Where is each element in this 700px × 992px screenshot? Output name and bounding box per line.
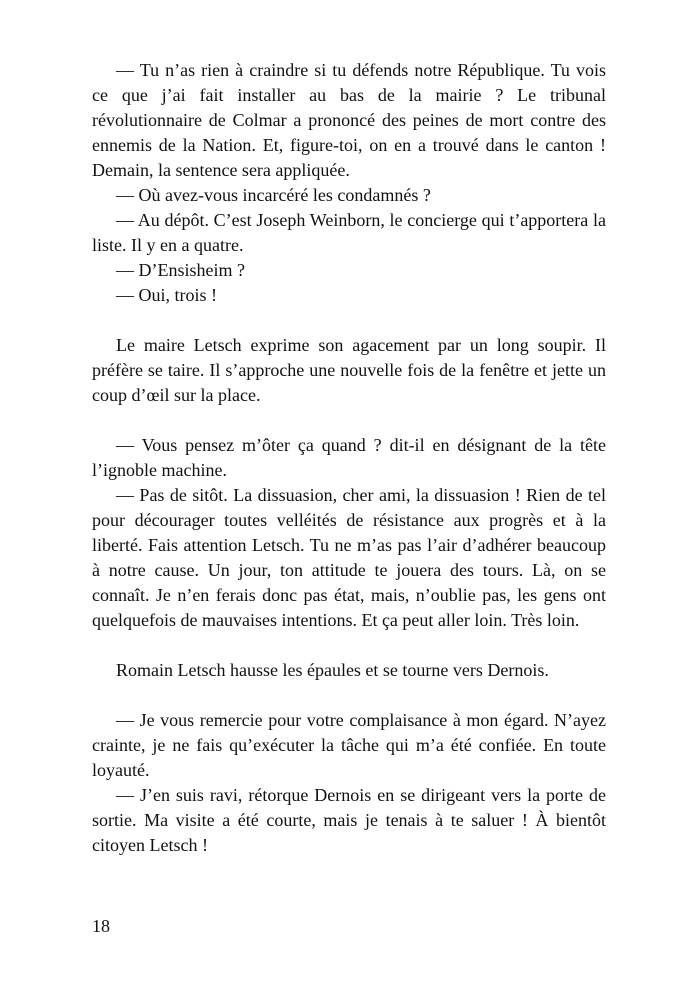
- paragraph-5: — Oui, trois !: [116, 285, 217, 305]
- page-number: 18: [92, 916, 110, 936]
- paragraph-11: — J’en suis ravi, rétorque Dernois en se dirigeant vers la porte de sortie. Ma visite a été courte, mais je tenais à te saluer ! À bientôt citoyen Letsch !: [92, 785, 606, 855]
- paragraph-8: — Pas de sitôt. La dissuasion, cher ami, la dissuasion ! Rien de tel pour décourager toutes velléités de résistance aux progrès et à la liberté. Fais attention Letsch. Tu ne m’as pas l’air d’adhérer beaucoup à notre cause. Un jour, ton attitude te jouera des tours. Là, on se connaît. Je n’en ferais donc pas état, mais, n’oublie pas, les gens ont quelquefois de mauvaises intentions. Et ça peut aller loin. Très loin.: [92, 485, 606, 630]
- paragraph-1: — Tu n’as rien à craindre si tu défends notre République. Tu vois ce que j’ai fait installer au bas de la mairie ? Le tribunal révolutionnaire de Colmar a prononcé des peines de mort contre des ennemis de la Nation. Et, figure-toi, on en a trouvé dans le canton ! Demain, la sentence sera appliquée.: [92, 60, 606, 180]
- paragraph-6: Le maire Letsch exprime son agacement par un long soupir. Il préfère se taire. Il s’approche une nouvelle fois de la fenêtre et jette un coup d’œil sur la place.: [92, 335, 606, 405]
- paragraph-10: — Je vous remercie pour votre complaisance à mon égard. N’ayez crainte, je ne fais qu’exécuter la tâche qui m’a été confiée. En toute loyauté.: [92, 710, 606, 780]
- paragraph-4: — D’Ensisheim ?: [116, 260, 245, 280]
- page-body: [92, 58, 606, 858]
- paragraph-9: Romain Letsch hausse les épaules et se tourne vers Dernois.: [116, 660, 549, 680]
- paragraph-3: — Au dépôt. C’est Joseph Weinborn, le concierge qui t’apportera la liste. Il y en a quatre.: [92, 210, 606, 255]
- paragraph-7: — Vous pensez m’ôter ça quand ? dit-il en désignant de la tête l’ignoble machine.: [92, 435, 606, 480]
- paragraph-2: — Où avez-vous incarcéré les condamnés ?: [116, 185, 431, 205]
